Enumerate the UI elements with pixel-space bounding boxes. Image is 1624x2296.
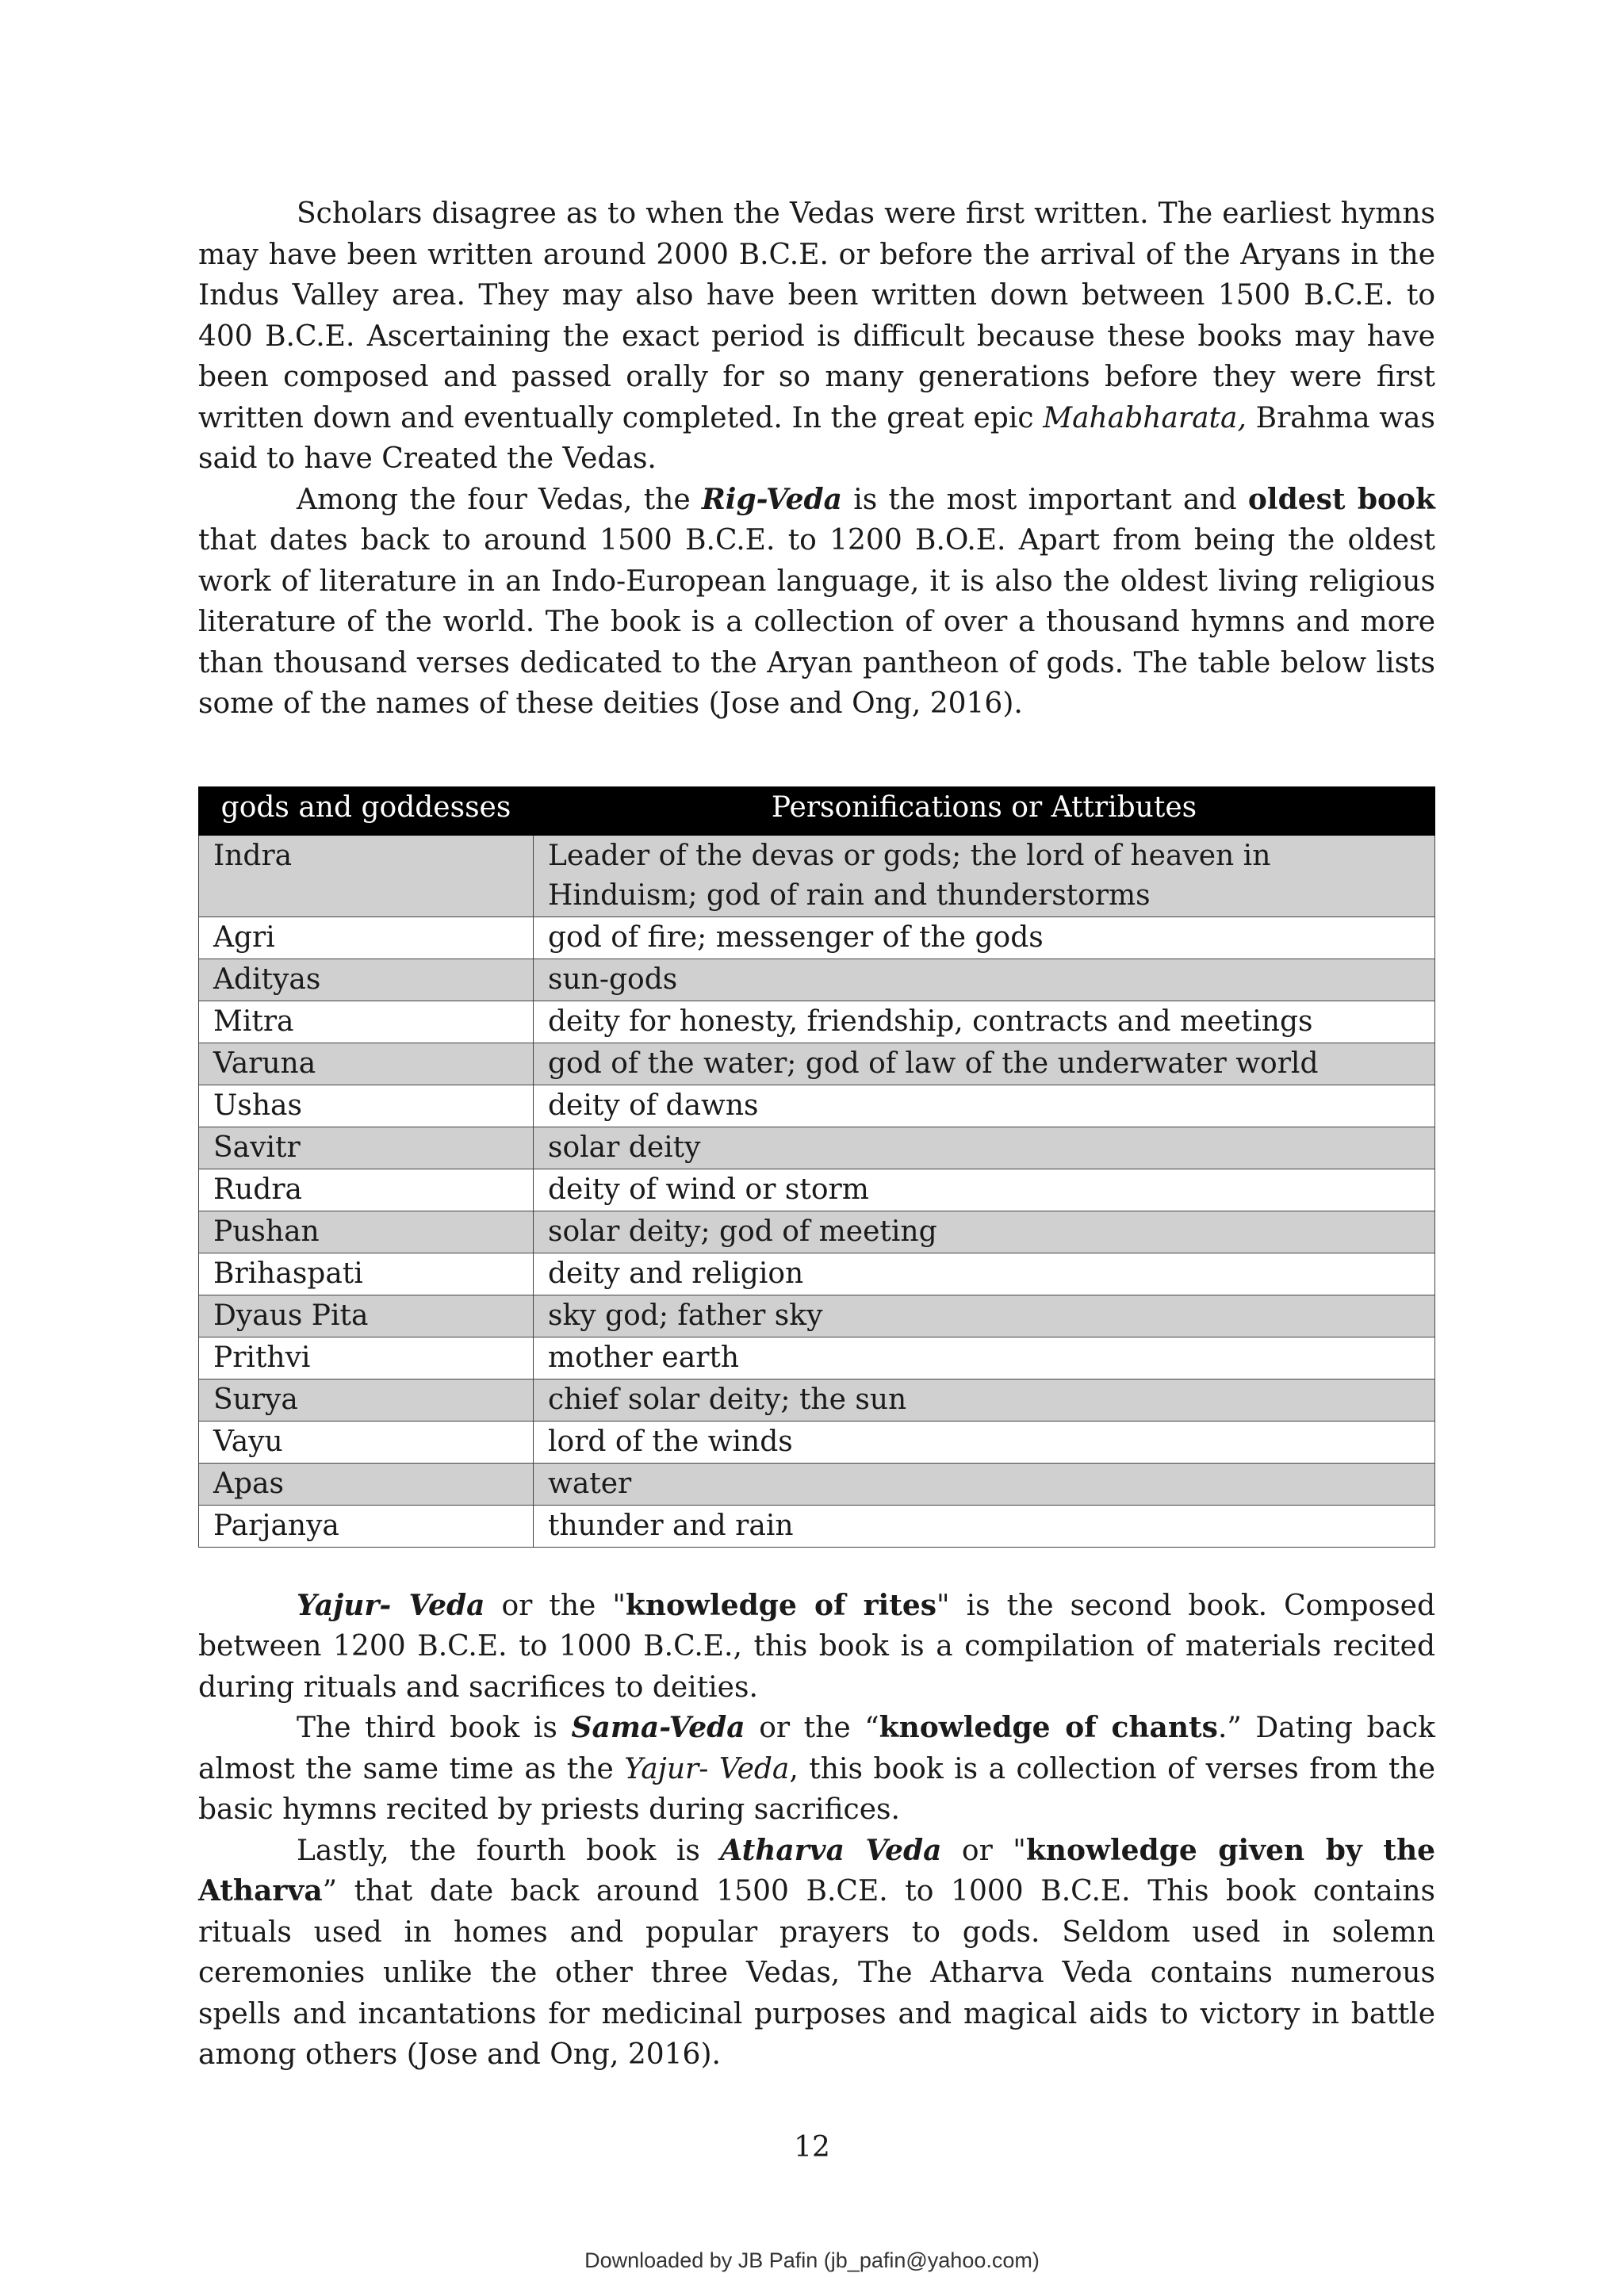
god-cell: Pushan [199,1211,534,1253]
table-row [199,1505,1435,1547]
table-row [199,959,1435,1001]
attribute-cell: sky god; father sky [534,1295,1435,1337]
header-attributes: Personifications or Attributes [534,786,1435,835]
attribute-cell: chief solar deity; the sun [534,1379,1435,1421]
paragraph-text: .” Dating back almost the same time as the [198,1712,1435,1785]
page-content [198,193,1435,2076]
table-row [199,1127,1435,1169]
table-row [199,1337,1435,1379]
attribute-cell: solar deity; god of meeting [534,1211,1435,1253]
attribute-cell: solar deity [534,1127,1435,1169]
table-row [199,1253,1435,1295]
yajur-veda-italic: Yajur- Veda [624,1752,790,1785]
download-footer: Downloaded by JB Pafin (jb_pafin@yahoo.com) [584,2248,1040,2272]
attribute-cell: mother earth [534,1337,1435,1379]
paragraph-text: or " [941,1834,1026,1867]
attribute-cell: god of the water; god of law of the underwater world [534,1043,1435,1085]
god-cell: Rudra [199,1169,534,1211]
table-row [199,1421,1435,1463]
table-row [199,1001,1435,1043]
mahabharata-italic: Mahabharata, [1043,401,1247,434]
god-cell: Savitr [199,1127,534,1169]
god-cell: Parjanya [199,1505,534,1547]
paragraph-vedas-dating [198,193,1435,480]
table-row [199,1379,1435,1421]
header-gods: gods and goddesses [199,786,534,835]
yajur-veda-term: Yajur- Veda [297,1588,485,1622]
table-row [199,1169,1435,1211]
paragraph-text: Lastly, the fourth book is [297,1834,721,1867]
table-row [199,835,1435,916]
paragraph-text: Among the four Vedas, the [297,483,702,516]
paragraph-text: " is the second book. Composed between 1200 B.C.E. to 1000 B.C.E., this book is a compilation of materials recited during rituals and sacrifices to deities. [198,1589,1435,1704]
god-cell: Vayu [199,1421,534,1463]
paragraph-yajur-veda [198,1586,1435,1709]
god-cell: Varuna [199,1043,534,1085]
attribute-cell: deity and religion [534,1253,1435,1295]
attribute-cell: sun-gods [534,959,1435,1001]
paragraph-text: , this book is a collection of verses from the basic hymns recited by priests during sacrifices. [198,1752,1435,1826]
god-cell: Agri [199,916,534,959]
knowledge-given-term: knowledge given by the Atharva [198,1833,1436,1908]
paragraph-text: or the " [485,1589,626,1622]
paragraph-text: Scholars disagree as to when the Vedas were first written. The earliest hymns may have been written around 2000 B.C.E. or before the arrival of the Aryans in the Indus Valley area. They may also have been written down between 1500 B.C.E. to 400 B.C.E. Ascertaining the exact period is difficult because these books may have been composed and passed orally for so many generations before they were first written down and eventually completed. In the great epic [198,197,1435,434]
table-header-row [199,786,1435,835]
deities-table [198,786,1435,1548]
paragraph-text: The third book is [297,1712,572,1744]
god-cell: Mitra [199,1001,534,1043]
table-row [199,1295,1435,1337]
paragraph-text: that dates back to around 1500 B.C.E. to 1200 B.O.E. Apart from being the oldest work of literature in an Indo-European language, it is also the oldest living religious literature of the world. The book is a collection of over a thousand hymns and more than thousand verses dedicated to the Aryan pantheon of gods. The table below lists some of the names of these deities (Jose and Ong, 2016). [198,524,1435,720]
attribute-cell: god of fire; messenger of the gods [534,916,1435,959]
table-row [199,1085,1435,1127]
attribute-cell: Leader of the devas or gods; the lord of heaven in Hinduism; god of rain and thunderstorms [534,835,1435,916]
god-cell: Ushas [199,1085,534,1127]
attribute-cell: deity for honesty, friendship, contracts and meetings [534,1001,1435,1043]
paragraph-rig-veda [198,480,1435,725]
god-cell: Apas [199,1463,534,1505]
knowledge-of-chants-term: knowledge of chants [879,1711,1218,1744]
attribute-cell: lord of the winds [534,1421,1435,1463]
god-cell: Surya [199,1379,534,1421]
knowledge-of-rites-term: knowledge of rites [625,1588,937,1622]
rig-veda-term: Rig-Veda [701,482,842,516]
paragraph-text: or the “ [745,1712,879,1744]
god-cell: Indra [199,835,534,916]
table-row [199,916,1435,959]
god-cell: Adityas [199,959,534,1001]
table-row [199,1043,1435,1085]
god-cell: Brihaspati [199,1253,534,1295]
god-cell: Prithvi [199,1337,534,1379]
sama-veda-term: Sama-Veda [571,1711,745,1744]
table-row [199,1463,1435,1505]
paragraph-atharva-veda [198,1831,1435,2076]
page-number: 12 [794,2131,830,2164]
paragraph-text: is the most important and [842,483,1248,516]
atharva-veda-term: Atharva Veda [720,1833,942,1867]
paragraph-text: Brahma was said to have Created the Vedas. [198,401,1435,475]
paragraph-sama-veda [198,1708,1435,1831]
attribute-cell: deity of dawns [534,1085,1435,1127]
table-row [199,1211,1435,1253]
attribute-cell: deity of wind or storm [534,1169,1435,1211]
paragraph-text: ” that date back around 1500 B.CE. to 1000 B.C.E. This book contains rituals used in homes and popular prayers to gods. Seldom used in solemn ceremonies unlike the other three Vedas, The Atharva Veda contains numerous spells and incantations for medicinal purposes and magical aids to victory in battle among others (Jose and Ong, 2016). [198,1875,1435,2071]
attribute-cell: thunder and rain [534,1505,1435,1547]
oldest-book-term: oldest book [1247,482,1435,516]
attribute-cell: water [534,1463,1435,1505]
god-cell: Dyaus Pita [199,1295,534,1337]
